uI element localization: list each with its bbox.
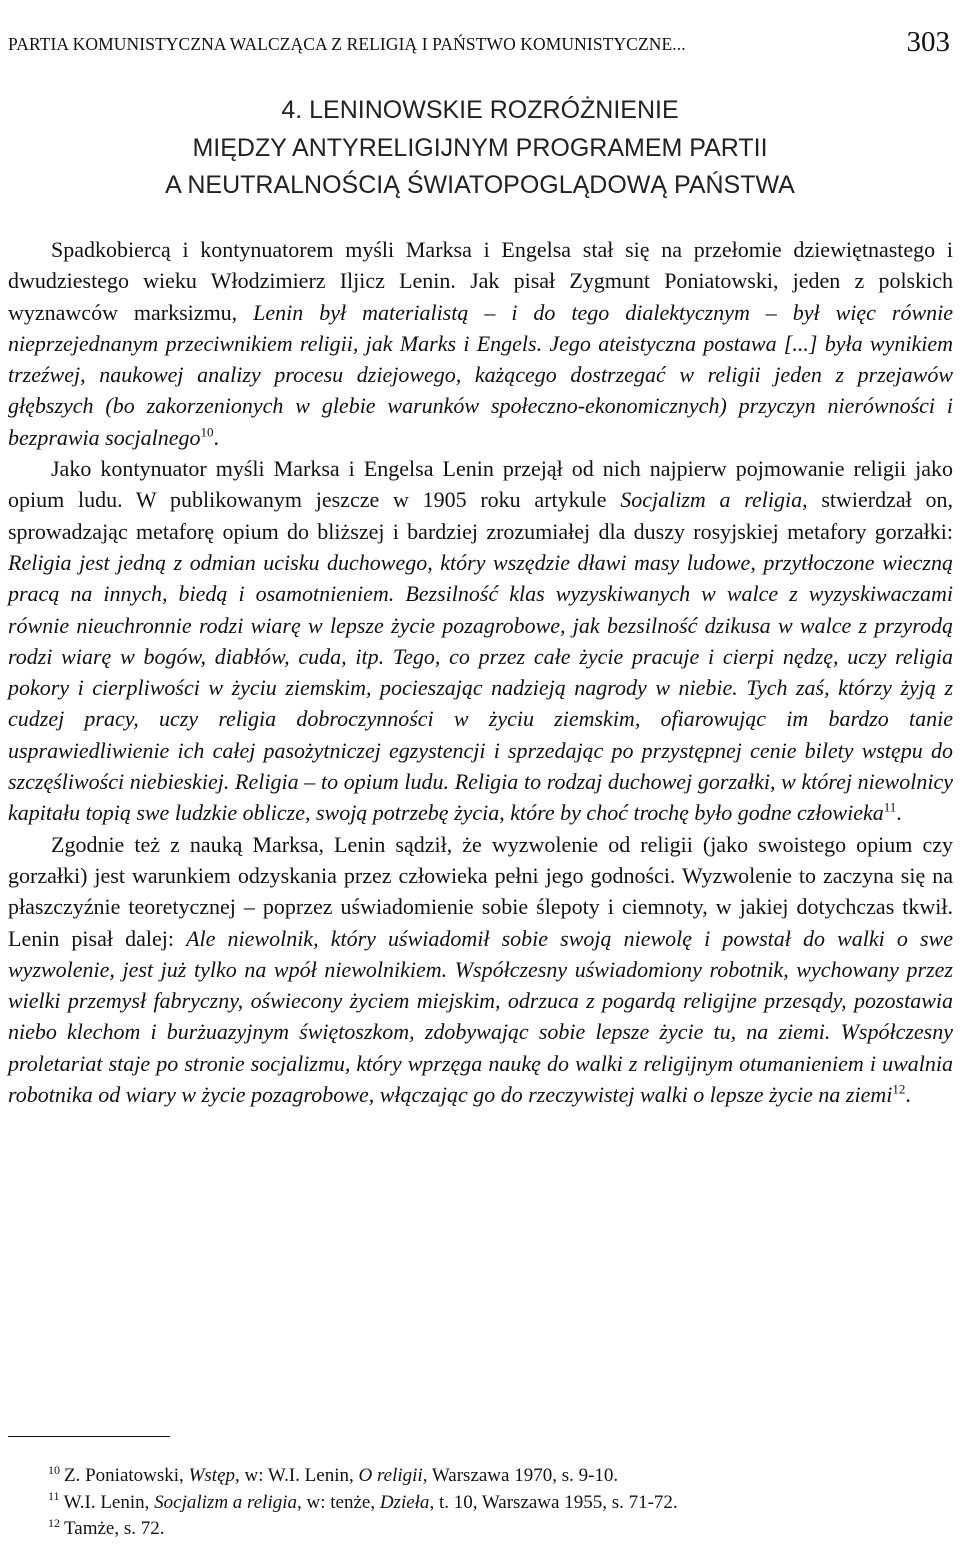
footnote-ref-12[interactable]: 12 [892, 1081, 906, 1097]
footnote-divider [8, 1436, 170, 1437]
paragraph-2-text-cont: , stwierdzał on, sprowadzając metaforę opium do bliższej i bardziej zrozumiałej dla duszy rosyjskiej metafory gorzałki: [8, 487, 953, 544]
footnote-ref-11[interactable]: 11 [883, 800, 897, 816]
quote-poniatowski: Lenin był materialistą – i do tego dialektycznym – był więc równie nieprzejednanym przeciwnikiem religii, jak Marks i Engels. Jego ateistyczna postawa [...] była wynikiem trzeźwej, naukowej analizy procesu dziejowego, każącego dostrzegać w religii jeden z przejawów głębszych (bo zakorzenionych w glebie warunków społeczno-ekonomicznych) przyczyn nierówności i bezprawia socjalnego [8, 299, 954, 450]
paragraph-2-end: . [896, 800, 902, 826]
running-head-title: PARTIA KOMUNISTYCZNA WALCZĄCA Z RELIGIĄ I PAŃSTWO KOMUNISTYCZNE... [8, 34, 686, 54]
article-title: Socjalizm a religia [620, 487, 803, 513]
paragraph-1 [8, 234, 953, 453]
footnote-title: Wstęp [188, 1465, 235, 1486]
footnotes [48, 1463, 948, 1543]
paragraph-1-text: Spadkobiercą i kontynuatorem myśli Marksa i Engelsa stał się na przełomie dziewiętnastego i dwudziestego wieku Włodzimierz Iljicz Lenin. Jak pisał Zygmunt Poniatowski, jeden z polskich wyznawców marksizmu, [8, 237, 953, 325]
footnote-text: , w: tenże, [297, 1491, 380, 1513]
body-text [8, 234, 953, 1110]
paragraph-3-end: . [905, 1082, 911, 1108]
footnote-number: 11 [48, 1489, 60, 1504]
footnote-10 [48, 1463, 948, 1490]
footnote-text: , w: W.I. Lenin, [235, 1465, 359, 1486]
footnote-text: , t. 10, Warszawa 1955, s. 71-72. [429, 1491, 678, 1513]
section-heading-line-1: 4. LENINOWSKIE ROZRÓŻNIENIE [281, 96, 679, 124]
quote-lenin-proletariat: Ale niewolnik, który uświadomił sobie swoją niewolę i powstał do walki o swe wyzwolenie, jest już tylko na wpół niewolnikiem. Współczesny uświadomiony robotnik, wychowany przez wielki przemysł fabryczny, oświecony życiem miejskim, odrzuca z pogardą religijne przesądy, pozostawia niebo klechom i burżuazyjnym świętoszkom, zdobywając sobie lepsze życie tu, na ziemi. Współczesny proletariat staje po stronie socjalizmu, który wprzęga naukę do walki z religijnym otumanieniem i uwalnia robotnika od wiary w życie pozagrobowe, włączając go do rzeczywistej walki o lepsze życie na ziemi [8, 925, 953, 1108]
footnote-number: 10 [48, 1462, 60, 1477]
paragraph-2 [8, 453, 953, 829]
footnote-number: 12 [48, 1515, 60, 1530]
section-heading [0, 92, 960, 205]
paragraph-2-text: Jako kontynuator myśli Marksa i Engelsa Lenin przejął od nich najpierw pojmowanie religii jako opium ludu. W publikowanym jeszcze w 1905 roku artykule [8, 456, 953, 513]
footnote-ref-10[interactable]: 10 [200, 424, 214, 440]
footnote-title: O religii [358, 1465, 423, 1486]
footnote-title: Socjalizm a religia [154, 1491, 297, 1513]
paragraph-3-text: Zgodnie też z nauką Marksa, Lenin sądził, że wyzwolenie od religii (jako swoistego opium czy gorzałki) jest warunkiem odzyskania przez człowieka pełni jego godności. Wyzwolenie to zaczyna się na płaszczyźnie teoretycznej – poprzez uświadomienie sobie ślepoty i ciemnoty, w jakiej dotychczas tkwił. Lenin pisał dalej: [8, 831, 953, 951]
footnote-11 [48, 1490, 948, 1517]
footnote-text: W.I. Lenin, [63, 1491, 155, 1513]
paragraph-3 [8, 829, 953, 1111]
page-number: 303 [906, 26, 950, 58]
quote-lenin-religion: Religia jest jedną z odmian ucisku duchowego, który wszędzie dławi masy ludowe, przytłoczone wieczną pracą na innych, biedą i osamotnieniem. Bezsilność klas wyzyskiwanych w walce z wyzyskiwaczami równie nieuchronnie rodzi wiarę w lepsze życie pozagrobowe, jak bezsilność dzikusa w walce z przyrodą rodzi wiarę w bogów, diabłów, cuda, itp. Tego, co przez całe życie pracuje i cierpi nędzę, uczy religia pokory i cierpliwości w życiu ziemskim, pocieszając nadzieją nagrody w niebie. Tych zaś, którzy żyją z cudzej pracy, uczy religia dobroczynności w życiu ziemskim, ofiarowując im bardzo tanie usprawiedliwienie ich całej pasożytniczej egzystencji i sprzedając po przystępnej cenie bilety wstępu do szczęśliwości niebieskiej. Religia – to opium ludu. Religia to rodzaj duchowej gorzałki, w której niewolnicy kapitału topią swe ludzkie oblicze, swoją potrzebę życia, które by choć trochę było godne człowieka [8, 549, 953, 826]
paragraph-1-end: . [213, 424, 219, 450]
footnote-12 [48, 1516, 948, 1543]
footnote-text: , Warszawa 1970, s. 9-10. [422, 1465, 619, 1486]
footnote-text: Tamże, s. 72. [64, 1518, 165, 1539]
footnote-text: Z. Poniatowski, [64, 1465, 189, 1486]
section-heading-line-2: MIĘDZY ANTYRELIGIJNYM PROGRAMEM PARTII [192, 133, 768, 162]
running-head [8, 26, 952, 66]
section-heading-line-3: A NEUTRALNOŚCIĄ ŚWIATOPOGLĄDOWĄ PAŃSTWA [165, 171, 795, 199]
footnote-title: Dzieła [379, 1491, 430, 1513]
